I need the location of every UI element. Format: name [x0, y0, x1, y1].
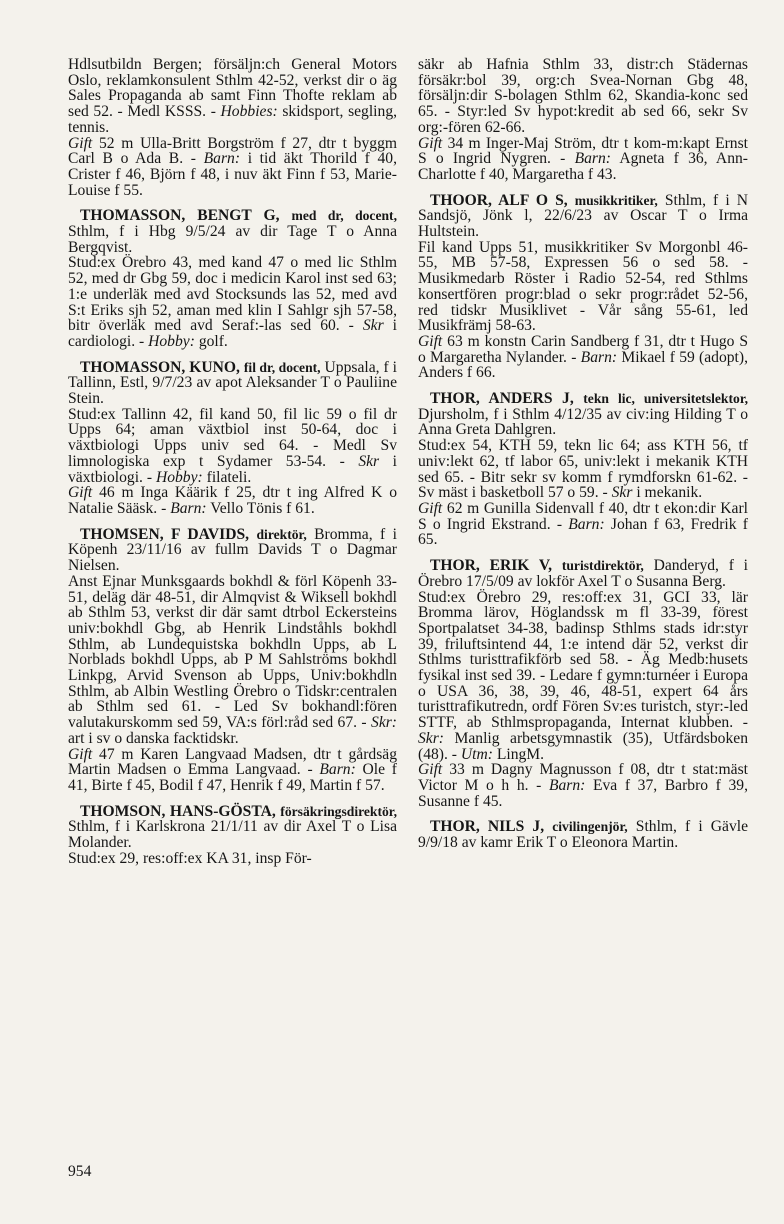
entry-name: THOOR, ALF O S,: [430, 191, 568, 209]
entry-name: THOMSON, HANS-GÖSTA,: [80, 802, 276, 820]
entry-thomson-hans: [68, 804, 397, 867]
entry-thoor-alf: [418, 193, 748, 381]
entry-text: Hdlsutbildn Bergen; försäljn:ch General Motors Oslo, reklamkonsulent Sthlm 42-52, verkst dir o äg Sales Propaganda ab samt Finn Thofte reklam ab sed 52. - Medl KSSS. - Hobbies: skidsport, segling, tennis.: [68, 56, 398, 136]
entry-career: Stud:ex Örebro 43, med kand 47 o med lic Sthlm 52, med dr Gbg 59, doc i medicin Karol inst sed 63; 1:e underläk med avd Stocksunds las 52, med avd S:t Eriks sjh 52, aman med klin I Sahlgr sjh 57-58, bitr överläk med avd Seraf:-las sed 60. - Skr i cardiologi. - Hobby: golf.: [68, 254, 397, 350]
entry-title: turistdirektör,: [561, 558, 644, 574]
entry-heading: THOMASSON, KUNO, fil dr, docent, Uppsala, f i Tallinn, Estl, 9/7/23 av apot Aleksander T o Pauliine Stein.: [68, 358, 397, 408]
entry-thomasson-bengt: [68, 208, 397, 349]
entry-family: Gift 47 m Karen Langvaad Madsen, dtr t gårdsäg Martin Madsen o Emma Langvaad. - Barn: Ole f 41, Birte f 45, Bodil f 47, Henrik f 49, Martin f 57.: [68, 745, 398, 794]
entry-career: Anst Ejnar Munksgaards bokhdl & förl Köpenh 33-51, deläg där 48-51, dir Almqvist & Wiksell bokhdl ab Sthlm 53, verkst dir där samt dtrbol Eckersteins univ:bokhdl Gbg, ab Henrik Lindståhls bokhdl Sthlm, ab Lundequistska bokhdln Upps, ab L Norblads bokhdl Upps, ab P M Sahlströms bokhdl Linkpg, Arvid Svenson ab Upps, Univ:bokhdln Sthlm, ab Albin Westling Örebro o Tidskr:centralen ab Sthlm sed 61. - Led Sv bokhandl:fören valutakurskomm sed 59, VA:s förl:råd sed 67. - Skr: art i sv o danska facktidskr.: [68, 572, 397, 747]
entry-name: THOR, ANDERS J,: [430, 390, 574, 408]
entry-heading: THOMSON, HANS-GÖSTA, försäkringsdirektör, Sthlm, f i Karlskrona 21/1/11 av dir Axel T o Lisa Molander.: [68, 802, 397, 852]
entry-title: med dr, docent,: [291, 208, 397, 224]
entry-title: musikkritiker,: [574, 192, 658, 208]
entry-name: THOMASSON, KUNO,: [80, 358, 240, 376]
right-column: [418, 57, 748, 861]
entry-career: Fil kand Upps 51, musikkritiker Sv Morgonbl 46-55, MB 57-58, Expressen 56 o sed 58. - Musikmedarb Röster i Radio 52-54, red Sthlms konsertfören progr:blad o sekr progr:rådet 52-56, red tidskr Musiklivet - Vår sång 55-61, led Musikfrämj 58-63.: [418, 238, 748, 335]
entry-family: Gift 33 m Dagny Magnusson f 08, dtr t stat:mäst Victor M o h h. - Barn: Eva f 37, Barbro f 39, Susanne f 45.: [418, 761, 749, 810]
entry-family: Gift 52 m Ulla-Britt Borgström f 27, dtr t byggm Carl B o Ada B. - Barn: i tid äkt Thorild f 40, Crister f 46, Björn f 48, i nuv äkt Finn f 53, Marie-Louise f 55.: [68, 134, 398, 199]
entry-family: Gift 34 m Inger-Maj Ström, dtr t kom-m:kapt Ernst S o Ingrid Nygren. - Barn: Agneta f 36, Ann-Charlotte f 40, Margaretha f 43.: [418, 134, 748, 183]
entry-heading: THOR, ANDERS J, tekn lic, universitetslektor, Djursholm, f i Sthlm 4/12/35 av civ:ing Hilding T o Anna Greta Dahlgren.: [418, 390, 748, 439]
entry-text: säkr ab Hafnia Sthlm 33, distr:ch Städernas försäkr:bol 39, org:ch Svea-Nornan Gbg 48, försäljn:dir S-bolagen Sthlm 62, Skandia-konc sed 65. - Styr:led Sv hypot:kredit ab sed 66, sekr Sv org:-fören 62-66.: [418, 56, 748, 136]
entry-title: fil dr, docent,: [243, 359, 321, 375]
entry-title: försäkringsdirektör,: [280, 803, 397, 819]
entry-name: THOR, ERIK V,: [430, 557, 553, 575]
page-number: 954: [68, 1163, 92, 1180]
entry-thor-nils: [418, 819, 748, 850]
entry-thor-erik: [418, 558, 748, 809]
entry-family: Gift 63 m konstn Carin Sandberg f 31, dtr t Hugo S o Margaretha Nylander. - Barn: Mikael f 59 (adopt), Anders f 66.: [418, 332, 749, 382]
entry-thor-anders: [418, 391, 748, 548]
entry-heading: THOR, NILS J, civilingenjör, Sthlm, f i Gävle 9/9/18 av kamr Erik T o Eleonora Martin.: [418, 818, 748, 852]
entry-title: civilingenjör,: [552, 819, 628, 835]
entry-name: THOMASSON, BENGT G,: [80, 207, 280, 225]
entry-career: Stud:ex Tallinn 42, fil kand 50, fil lic 59 o fil dr Upps 64; aman växtbiol inst 50-64, doc i växtbiologi Upps univ sed 64. - Medl Sv limnologiska exp t Sydamer 53-54. - Skr i växtbiologi. - Hobby: filateli.: [68, 405, 397, 486]
entry-career: Stud:ex Örebro 29, res:off:ex 31, GCI 33, lär Bromma lärov, Höglandssk m fl 33-39, förest Sportpalatset 34-38, badinsp Sthlms stads idr:styr 39, friluftsintend 44, 1:e intend där 52, verkst dir Sthlms turisttrafikförb sed 58. - Äg Medb:husets fysikal inst sed 39. - Ledare f gymn:turnéer i Europa o USA 36, 38, 39, 46, 48-51, expert 64 års turisttrafikutredn, ordf Fören Sv:es turistch, styr:-led STTF, ab Sthlmspropaganda, Internat klubben. - Skr: Manlig arbetsgymnastik (35), Utfärdsboken (48). - Utm: LingM.: [418, 588, 748, 763]
entry-career: Stud:ex 29, res:off:ex KA 31, insp För-: [68, 849, 312, 867]
entry-thomsen-f: [68, 527, 397, 794]
entry-name: THOR, NILS J,: [430, 818, 545, 836]
entry-title: tekn lic, universitetslektor,: [583, 391, 748, 407]
entry-continuation-left: [68, 57, 397, 198]
entry-thomasson-kuno: [68, 360, 397, 517]
entry-continuation-right: [418, 57, 748, 183]
entry-heading: THOMASSON, BENGT G, med dr, docent, Sthlm, f i Hbg 9/5/24 av dir Tage T o Anna Bergqvist.: [68, 207, 397, 256]
entry-family: Gift 46 m Inga Käärik f 25, dtr t ing Alfred K o Natalie Sääsk. - Barn: Vello Tönis f 61.: [68, 484, 397, 517]
left-column: [68, 57, 397, 876]
entry-heading: THOMSEN, F DAVIDS, direktör, Bromma, f i Köpenh 23/11/16 av fullm Davids T o Dagmar Nielsen.: [68, 525, 397, 575]
entry-career: Stud:ex 54, KTH 59, tekn lic 64; ass KTH 56, tf univ:lekt 62, tf labor 65, univ:lekt i mekanik KTH sed 65. - Bitr sekr sv komm f rymdforskn 61-62. - Sv mäst i basketboll 57 o 59. - Skr i mekanik.: [418, 437, 748, 502]
entry-heading: THOR, ERIK V, turistdirektör, Danderyd, f i Örebro 17/5/09 av lokför Axel T o Susanna Berg.: [418, 557, 748, 590]
entry-family: Gift 62 m Gunilla Sidenvall f 40, dtr t ekon:dir Karl S o Ingrid Ekstrand. - Barn: Johan f 63, Fredrik f 65.: [418, 499, 749, 549]
entry-title: direktör,: [256, 526, 307, 542]
entry-heading: THOOR, ALF O S, musikkritiker, Sthlm, f i N Sandsjö, Jönk l, 22/6/23 av Oscar T o Irma Hultstein.: [418, 191, 749, 241]
entry-name: THOMSEN, F DAVIDS,: [80, 525, 250, 543]
